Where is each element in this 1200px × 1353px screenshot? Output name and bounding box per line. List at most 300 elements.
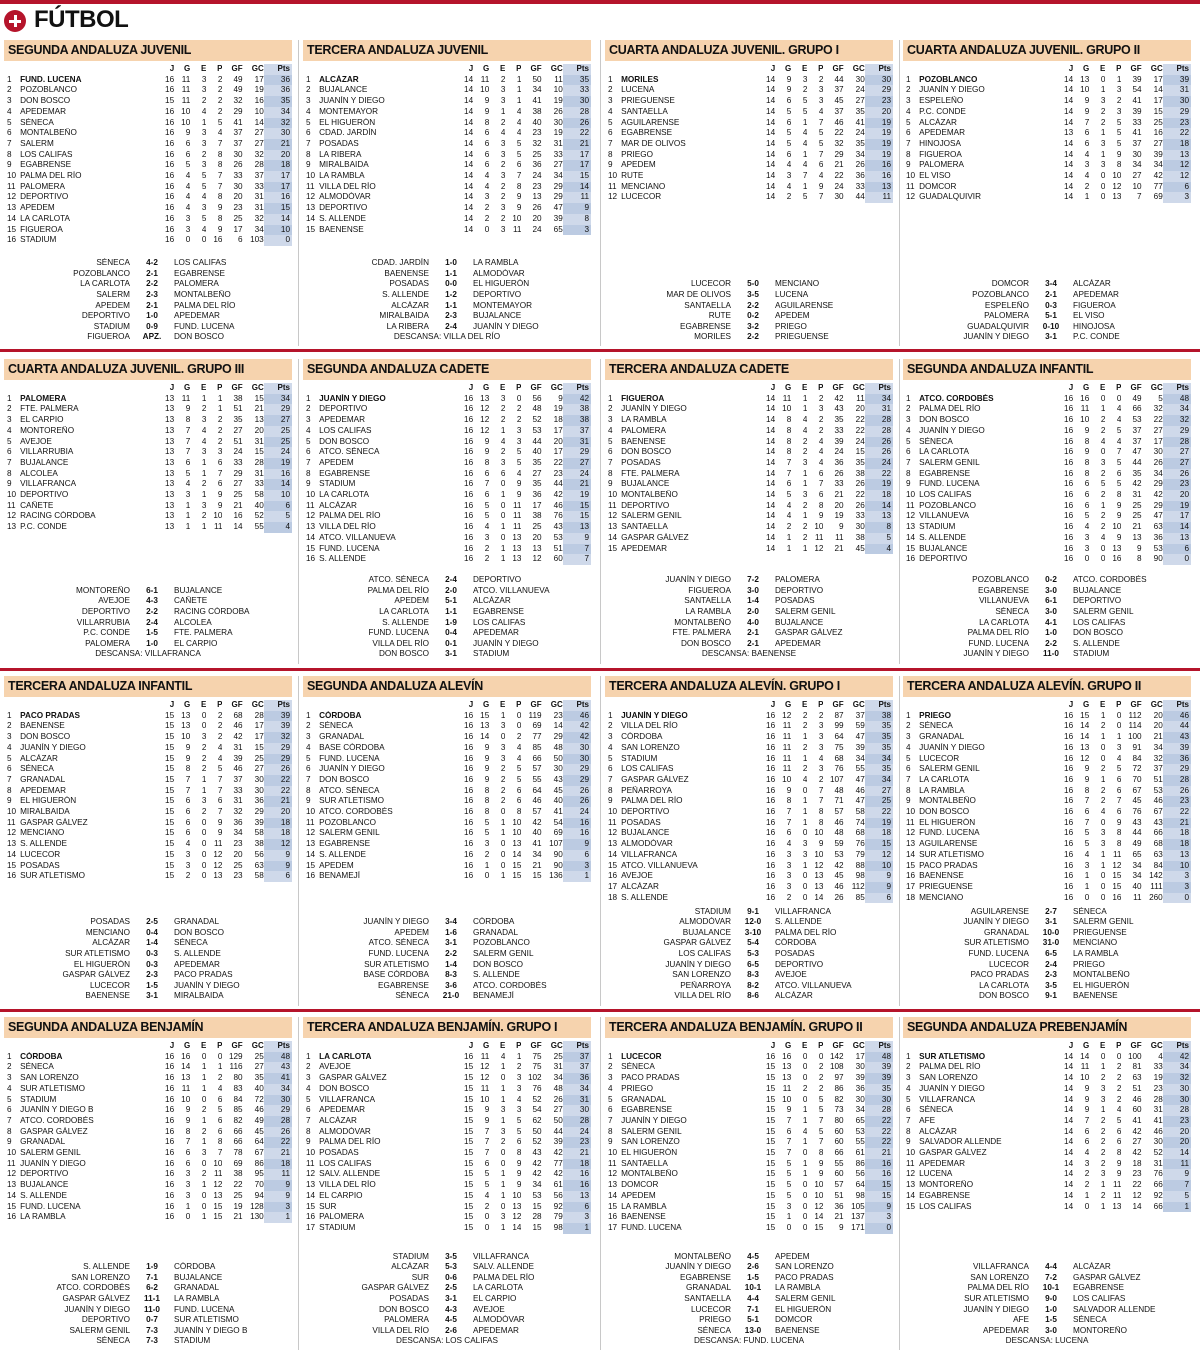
team-name: VILLA DEL RÍO: [319, 181, 376, 191]
team-stat: 2: [786, 892, 792, 902]
team-stat: 10: [782, 1094, 792, 1104]
team-stat: 40: [532, 117, 542, 127]
team-stat: 14: [512, 849, 522, 859]
column-separator: [899, 1017, 900, 1350]
table-row: [605, 533, 893, 544]
away-team: SUR ATLETISMO: [174, 1315, 239, 1325]
team-stat: 10: [814, 1190, 824, 1200]
team-stat: 20: [532, 532, 542, 542]
match-result: [609, 907, 889, 918]
team-stat: 16: [766, 774, 776, 784]
team-position: 14: [306, 213, 316, 223]
team-stat: 26: [855, 479, 865, 489]
away-team: PACO PRADAS: [775, 1272, 834, 1282]
away-team: EL HIGUERÓN: [1073, 980, 1130, 990]
match-score: 2-1: [146, 300, 158, 310]
team-points: 20: [865, 107, 893, 118]
team-name: ATCO. VILLANUEVA: [621, 860, 698, 870]
team-stat: 3: [201, 415, 207, 425]
team-stat: 11: [782, 732, 792, 742]
team-stat: 0: [802, 1212, 808, 1222]
team-stat: 7: [1084, 117, 1090, 127]
team-position: 13: [906, 839, 916, 849]
standings-header-row: [303, 700, 591, 711]
team-name: FUND. LUCENA: [919, 479, 980, 489]
team-position: 14: [608, 1190, 618, 1200]
team-stat: 23: [532, 128, 542, 138]
team-stat: 21: [532, 860, 542, 870]
team-stat: 6: [818, 160, 824, 170]
team-points: 29: [563, 775, 591, 786]
team-stat: 25: [254, 753, 264, 763]
home-team: JUANÍN Y DIEGO: [665, 575, 731, 585]
team-stat: 16: [464, 839, 474, 849]
team-name: DON BOSCO: [319, 436, 370, 446]
match-score: 2-1: [1045, 290, 1057, 300]
team-stat: 14: [464, 106, 474, 116]
team-stat: 14: [766, 543, 776, 553]
team-name: SUR: [319, 1201, 337, 1211]
team-stat: 0: [201, 1051, 207, 1061]
match-result: [907, 279, 1187, 290]
team-points: 42: [563, 732, 591, 743]
team-points: 29: [1163, 764, 1191, 775]
team-stat: 8: [786, 436, 792, 446]
team-points: 9: [563, 203, 591, 214]
team-stat: 1: [802, 393, 808, 403]
match-score: 10-1: [1042, 1283, 1060, 1293]
match-score: 3-10: [744, 927, 762, 937]
team-position: 18: [608, 892, 618, 902]
match-result: [609, 596, 889, 607]
team-name: DON BOSCO: [919, 807, 970, 817]
column-header-pts: Pts: [264, 383, 292, 394]
team-stat: 15: [464, 1126, 474, 1136]
team-stat: 0: [1100, 1051, 1106, 1061]
team-stat: 8: [185, 415, 191, 425]
team-position: 1: [608, 393, 613, 403]
team-position: 4: [7, 1083, 12, 1093]
team-stat: 16: [464, 511, 474, 521]
team-stat: 44: [834, 74, 844, 84]
team-points: 37: [563, 1062, 591, 1073]
column-header-j: J: [770, 64, 776, 73]
match-score: 3-5: [1045, 980, 1057, 990]
team-position: 6: [306, 447, 311, 457]
team-points: 28: [1163, 437, 1191, 448]
table-row: [4, 501, 292, 512]
team-stat: 13: [213, 871, 223, 881]
team-stat: 10: [181, 117, 191, 127]
table-row: [4, 75, 292, 86]
team-stat: 13: [181, 1073, 191, 1083]
away-team: GRANADAL: [473, 927, 519, 937]
match-score: 7-1: [747, 1304, 759, 1314]
match-score: 0-9: [146, 321, 158, 331]
table-row: [903, 1148, 1191, 1159]
match-score: 21-0: [442, 991, 460, 1001]
team-stat: 64: [254, 1137, 264, 1147]
team-stat: 16: [464, 753, 474, 763]
team-stat: 107: [829, 774, 844, 784]
team-stat: 119: [528, 710, 542, 720]
home-team: LA CARLOTA: [979, 980, 1029, 990]
team-stat: 4: [516, 128, 522, 138]
team-stat: 16: [1064, 522, 1074, 532]
team-stat: 3: [500, 96, 506, 106]
home-team: FUND. LUCENA: [968, 949, 1029, 959]
table-row: [903, 415, 1191, 426]
table-row: [903, 893, 1191, 904]
team-stat: 66: [1153, 1201, 1163, 1211]
team-stat: 13: [165, 393, 175, 403]
team-stat: 5: [484, 828, 490, 838]
team-stat: 16: [464, 543, 474, 553]
team-stat: 22: [834, 171, 844, 181]
away-team: ALCÁZAR: [775, 991, 813, 1001]
team-stat: 3: [818, 96, 824, 106]
team-points: 19: [865, 479, 893, 490]
team-stat: 15: [165, 871, 175, 881]
table-row: [903, 1073, 1191, 1084]
team-stat: 2: [201, 807, 207, 817]
team-position: 1: [608, 1051, 613, 1061]
away-team: PALMA DEL RÍO: [174, 300, 236, 310]
team-points: 34: [264, 107, 292, 118]
home-team: SALERM: [96, 290, 130, 300]
rest-team-note: DESCANSA: LOS CALIFAS: [396, 1336, 498, 1346]
home-team: GRANADAL: [685, 1283, 731, 1293]
team-stat: 14: [766, 128, 776, 138]
team-stat: 12: [512, 1212, 522, 1222]
team-stat: 4: [201, 425, 207, 435]
team-stat: 1: [500, 710, 506, 720]
team-name: GASPAR GÁLVEZ: [20, 1126, 88, 1136]
team-stat: 2: [1116, 1062, 1122, 1072]
team-stat: 3: [818, 732, 824, 742]
team-points: 9: [865, 871, 893, 882]
team-stat: 8: [786, 447, 792, 457]
team-position: 16: [7, 235, 17, 245]
pos-header: [4, 64, 20, 75]
team-stat: 6: [217, 1115, 223, 1125]
team-stat: 6: [484, 1158, 490, 1168]
team-stat: 2: [500, 764, 506, 774]
team-stat: 60: [553, 554, 563, 564]
match-score: 5-3: [747, 949, 759, 959]
column-header-pts: Pts: [563, 383, 591, 394]
team-stat: 2: [500, 181, 506, 191]
team-stat: 16: [1064, 871, 1074, 881]
team-stat: 4: [484, 171, 490, 181]
team-position: 1: [906, 74, 911, 84]
team-stat: 17: [254, 74, 264, 84]
panel-title: SEGUNDA ANDALUZA INFANTIL: [903, 359, 1191, 380]
team-position: 17: [608, 1222, 618, 1232]
team-stat: 15: [165, 710, 175, 720]
table-row: [605, 1052, 893, 1063]
team-stat: 14: [766, 522, 776, 532]
table-row: [605, 796, 893, 807]
team-stat: 37: [254, 171, 264, 181]
team-stat: 76: [1153, 1169, 1163, 1179]
team-name: RUTE: [621, 171, 644, 181]
home-team: S. ALLENDE: [83, 1262, 130, 1272]
team-stat: 2: [484, 554, 490, 564]
team-stat: 0: [802, 1201, 808, 1211]
team-position: 6: [7, 764, 12, 774]
match-score: 1-1: [445, 300, 457, 310]
team-stat: 1: [1100, 860, 1106, 870]
table-row: [903, 711, 1191, 722]
team-stat: 43: [1153, 817, 1163, 827]
home-team: DON BOSCO: [978, 991, 1029, 1001]
team-stat: 8: [1084, 457, 1090, 467]
team-points: 17: [264, 171, 292, 182]
team-points: 30: [1163, 1095, 1191, 1106]
team-position: 2: [306, 721, 311, 731]
team-stat: 30: [553, 764, 563, 774]
team-stat: 1: [185, 1201, 191, 1211]
team-stat: 1: [500, 1222, 506, 1232]
team-name: MONTALBEÑO: [621, 490, 678, 500]
team-position: 4: [7, 742, 12, 752]
team-stat: 48: [553, 742, 563, 752]
team-stat: 59: [834, 839, 844, 849]
team-stat: 9: [786, 74, 792, 84]
team-stat: 8: [1116, 1148, 1122, 1158]
team-stat: 68: [233, 710, 243, 720]
team-stat: 60: [834, 1169, 844, 1179]
team-stat: 8: [516, 807, 522, 817]
table-row: [4, 796, 292, 807]
table-row: [303, 118, 591, 129]
team-stat: 16: [1112, 892, 1122, 902]
team-stat: 3: [516, 1105, 522, 1115]
match-result: [307, 322, 587, 333]
team-stat: 0: [1084, 892, 1090, 902]
team-stat: 5: [1158, 393, 1163, 403]
team-name: PRIEGUENSE: [621, 96, 675, 106]
team-stat: 32: [254, 213, 264, 223]
team-name: SÉNECA: [319, 721, 353, 731]
team-name: VILLAFRANCA: [20, 479, 77, 489]
team-stat: 45: [1132, 796, 1142, 806]
team-points: 24: [865, 458, 893, 469]
team-points: 16: [865, 171, 893, 182]
team-stat: 5: [516, 447, 522, 457]
team-position: 13: [306, 203, 316, 213]
team-position: 6: [608, 128, 613, 138]
team-stat: 3: [818, 721, 824, 731]
team-stat: 1: [1100, 149, 1106, 159]
team-points: 20: [1163, 1127, 1191, 1138]
team-position: 4: [906, 106, 911, 116]
team-stat: 13: [512, 532, 522, 542]
match-score: 2-3: [146, 290, 158, 300]
team-name: DEPORTIVO: [919, 554, 968, 564]
team-position: 15: [306, 1201, 316, 1211]
team-stat: 7: [217, 171, 223, 181]
team-name: PALMA DEL RÍO: [20, 171, 82, 181]
team-stat: 6: [185, 807, 191, 817]
team-stat: 16: [766, 785, 776, 795]
team-stat: 5: [185, 160, 191, 170]
team-points: 1: [1163, 1202, 1191, 1213]
team-position: 3: [7, 415, 12, 425]
team-stat: 9: [1137, 543, 1142, 553]
team-stat: 30: [1132, 149, 1142, 159]
team-position: 5: [906, 117, 911, 127]
team-stat: 3: [1100, 96, 1106, 106]
team-name: EGABRENSE: [20, 160, 72, 170]
team-stat: 10: [782, 774, 792, 784]
team-points: 9: [264, 850, 292, 861]
standings-header-row: [605, 64, 893, 75]
column-header-g: G: [1083, 64, 1090, 73]
team-stat: 0: [1100, 871, 1106, 881]
away-team: PRIEGO: [775, 321, 807, 331]
team-points: 48: [264, 1052, 292, 1063]
column-header-gc: GC: [550, 700, 563, 709]
team-stat: 16: [254, 96, 264, 106]
team-name: JUANÍN Y DIEGO: [621, 1115, 687, 1125]
team-position: 17: [608, 881, 618, 891]
team-name: VILLA DEL RÍO: [319, 1180, 376, 1190]
home-team: SÉNECA: [697, 1325, 731, 1335]
table-row: [605, 469, 893, 480]
column-header-e: E: [201, 700, 207, 709]
team-stat: 19: [834, 511, 844, 521]
team-stat: 30: [855, 522, 865, 532]
team-position: 6: [306, 1105, 311, 1115]
team-stat: 30: [553, 117, 563, 127]
team-stat: 7: [484, 1126, 490, 1136]
team-stat: 44: [1132, 457, 1142, 467]
team-stat: 24: [532, 171, 542, 181]
team-stat: 16: [1064, 436, 1074, 446]
column-header-g: G: [1083, 700, 1090, 709]
team-stat: 2: [1100, 511, 1106, 521]
match-score: 5-4: [747, 938, 759, 948]
team-stat: 4: [802, 128, 808, 138]
team-name: AVEJOE: [621, 871, 653, 881]
standings-table: [303, 383, 591, 565]
team-stat: 14: [464, 74, 474, 84]
team-stat: 25: [1132, 511, 1142, 521]
team-stat: 6: [238, 235, 243, 245]
team-stat: 4: [802, 415, 808, 425]
team-stat: 13: [181, 710, 191, 720]
team-stat: 16: [165, 1105, 175, 1115]
team-name: MONTOREÑO: [20, 425, 75, 435]
team-name: LUCECOR: [919, 753, 960, 763]
team-position: 12: [906, 192, 916, 202]
team-points: 44: [1163, 721, 1191, 732]
team-stat: 2: [802, 85, 808, 95]
table-row: [903, 160, 1191, 171]
home-team: LA RAMBLA: [685, 607, 731, 617]
match-result: [8, 1336, 288, 1347]
team-position: 13: [306, 839, 316, 849]
team-stat: 4: [1084, 522, 1090, 532]
match-result: [907, 311, 1187, 322]
team-stat: 12: [480, 1073, 490, 1083]
team-points: 27: [1163, 447, 1191, 458]
team-stat: 10: [512, 213, 522, 223]
team-stat: 16: [165, 1083, 175, 1093]
team-points: 27: [865, 786, 893, 797]
match-score: 13-0: [744, 1325, 762, 1335]
team-stat: 16: [464, 710, 474, 720]
team-stat: 4: [1100, 436, 1106, 446]
team-stat: 0: [1116, 710, 1122, 720]
team-stat: 5: [1116, 117, 1122, 127]
team-name: STADIUM: [20, 235, 57, 245]
column-header-j: J: [169, 1041, 175, 1050]
table-row: [303, 1202, 591, 1213]
team-stat: 70: [254, 1180, 264, 1190]
team-name: PALOMERA: [20, 181, 65, 191]
away-team: GRANADAL: [174, 917, 220, 927]
match-result: [609, 586, 889, 597]
team-stat: 5: [516, 1126, 522, 1136]
team-stat: 86: [834, 1083, 844, 1093]
home-team: SUR ATLETISMO: [964, 1294, 1029, 1304]
team-stat: 3: [1084, 543, 1090, 553]
team-stat: 2: [1100, 1148, 1106, 1158]
team-stat: 3: [1100, 138, 1106, 148]
team-stat: 116: [229, 1062, 243, 1072]
team-stat: 41: [532, 96, 542, 106]
table-row: [303, 1137, 591, 1148]
team-name: ATCO. CORDOBÉS: [919, 393, 994, 403]
team-name: P.C. CONDE: [20, 522, 67, 532]
away-team: ALCOLEA: [174, 617, 212, 627]
team-stat: 14: [766, 415, 776, 425]
team-stat: 26: [233, 160, 243, 170]
table-row: [903, 754, 1191, 765]
team-stat: 11: [512, 522, 522, 532]
match-score: 4-4: [1045, 1262, 1057, 1272]
team-name: APEDEM: [319, 457, 354, 467]
team-stat: 15: [464, 1115, 474, 1125]
results-list: [907, 907, 1187, 1002]
team-stat: 50: [553, 753, 563, 763]
team-position: 6: [7, 128, 12, 138]
team-stat: 0: [500, 860, 506, 870]
team-stat: 5: [484, 500, 490, 510]
team-stat: 4: [201, 436, 207, 446]
team-stat: 9: [217, 224, 223, 234]
team-points: 27: [264, 415, 292, 426]
team-stat: 0: [1116, 721, 1122, 731]
match-result: [609, 1273, 889, 1284]
team-stat: 42: [553, 490, 563, 500]
match-score: 9-1: [1045, 991, 1057, 1001]
home-team: POSADAS: [90, 917, 130, 927]
team-name: ALCÁZAR: [621, 881, 659, 891]
team-points: 46: [563, 711, 591, 722]
table-row: [605, 107, 893, 118]
team-stat: 2: [1100, 1126, 1106, 1136]
league-panel: [303, 676, 591, 1006]
column-header-j: J: [770, 700, 776, 709]
team-stat: 13: [254, 415, 264, 425]
team-stat: 10: [213, 511, 223, 521]
team-stat: 14: [766, 457, 776, 467]
team-stat: 9: [1084, 447, 1090, 457]
